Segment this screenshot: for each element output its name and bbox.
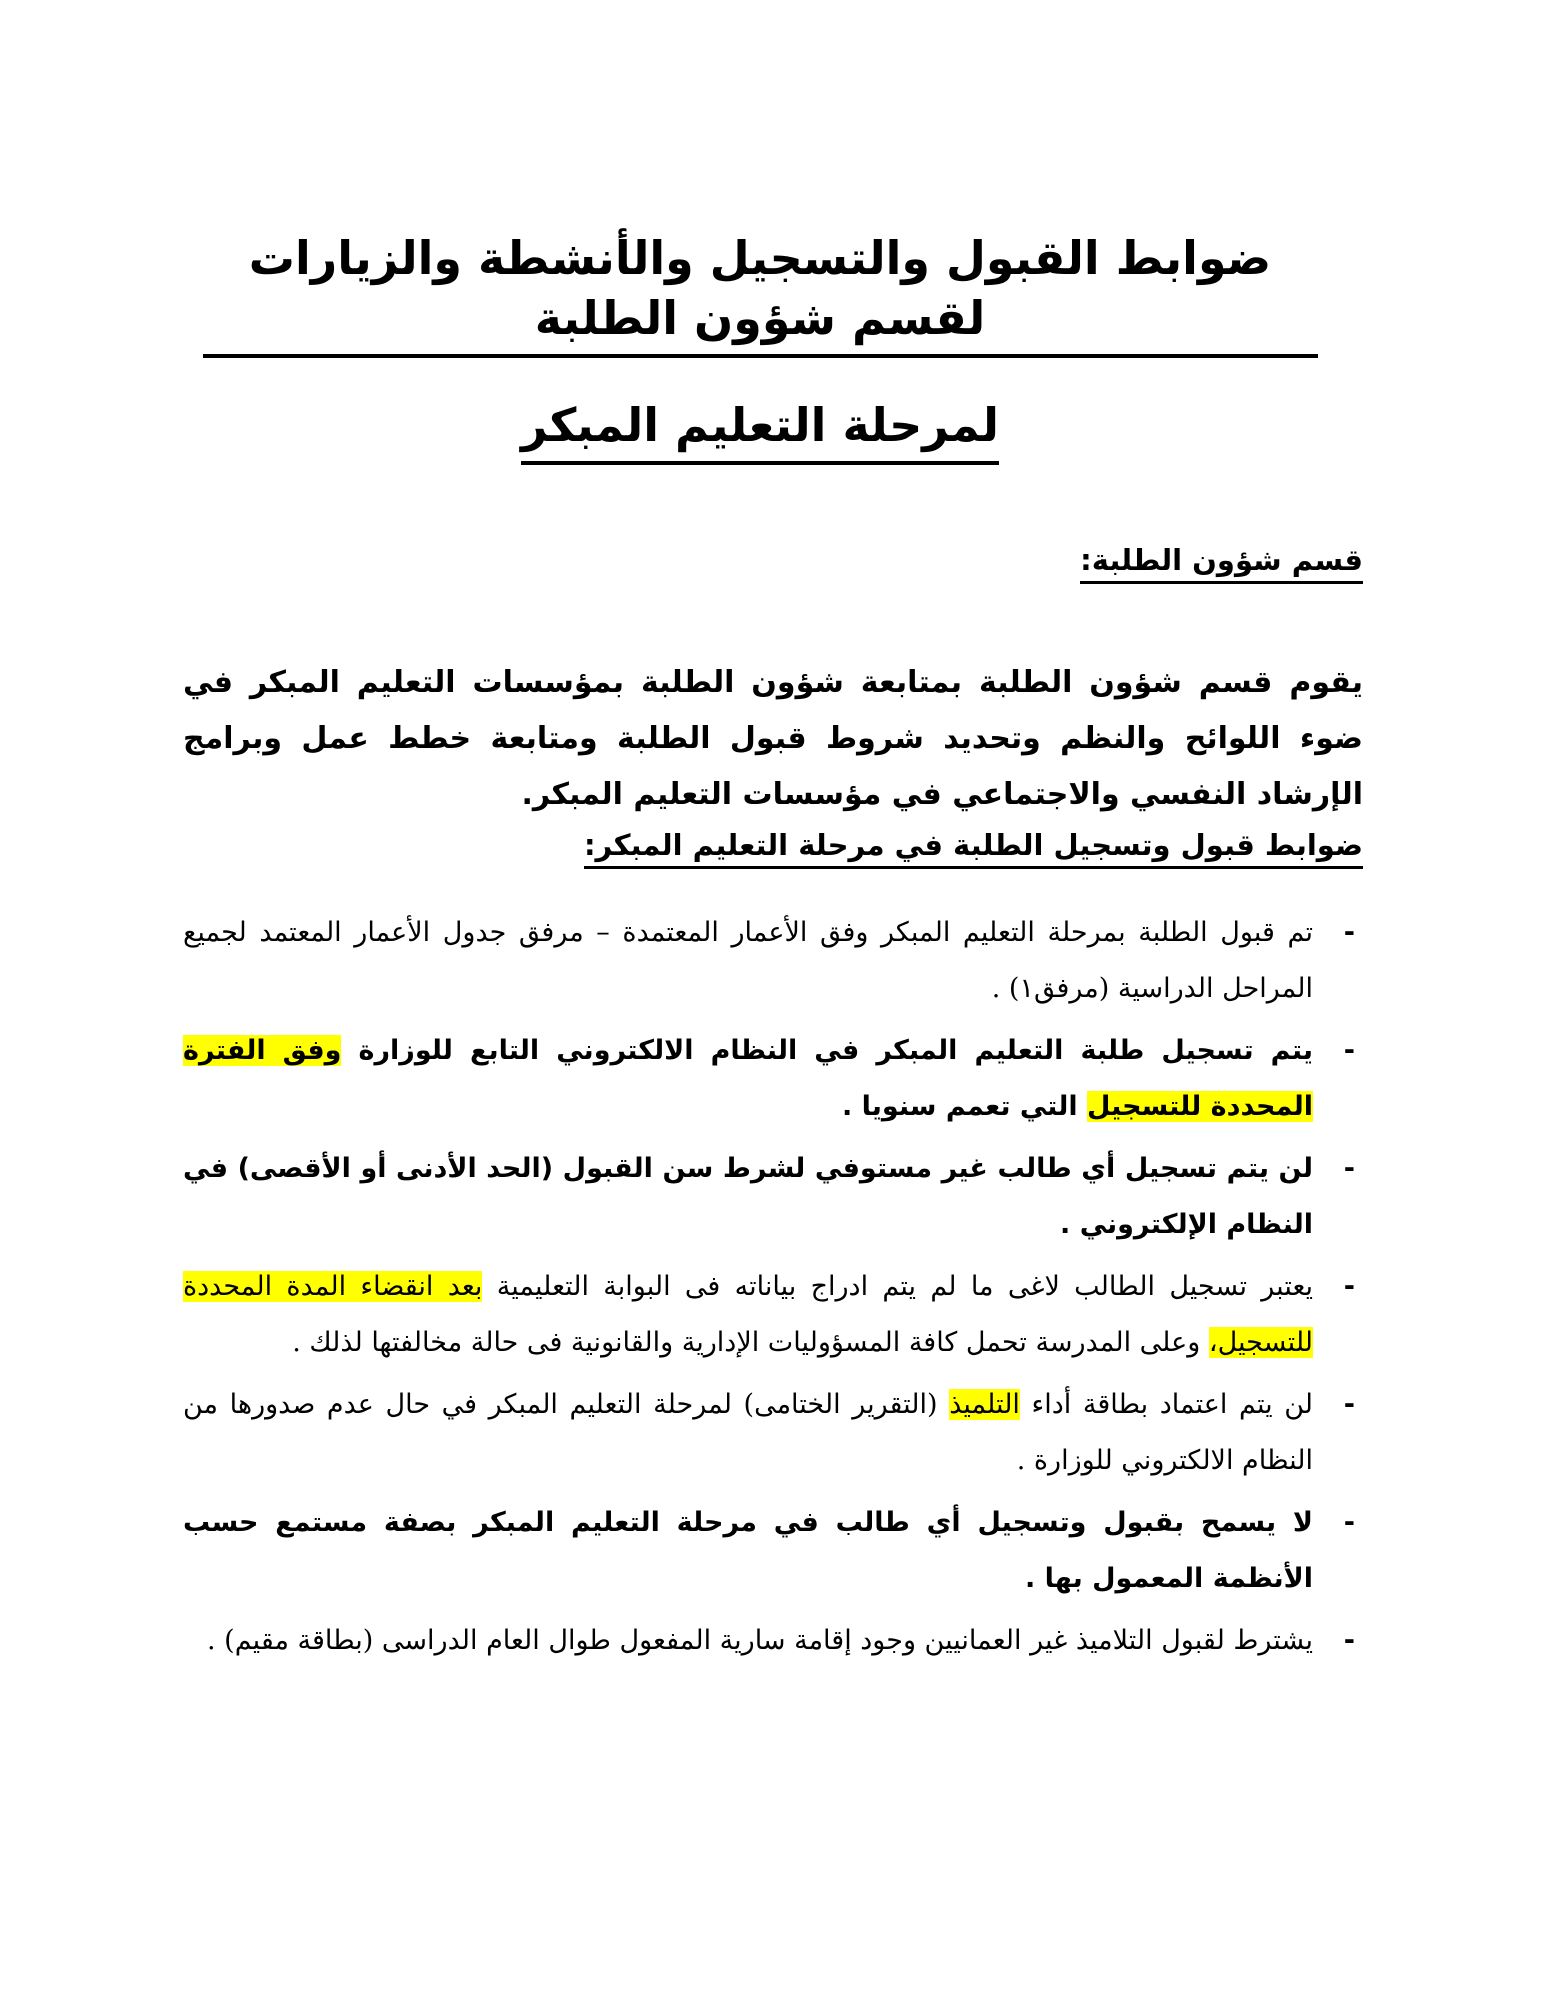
document-title-line-2: [190, 395, 1330, 465]
rule-item-3: [183, 1141, 1363, 1253]
bullet-dash-icon: -: [1343, 1035, 1355, 1066]
bullet-dash-icon: -: [1343, 1507, 1355, 1538]
bullet-dash-icon: -: [1343, 1625, 1355, 1656]
rule-text-continued: وعلى المدرسة تحمل كافة المسؤوليات الإدارية والقانونية فى حالة مخالفتها لذلك .: [292, 1327, 1209, 1358]
rule-item-7: [183, 1613, 1363, 1669]
highlighted-text: وفق الفترة المحددة للتسجيل: [183, 1035, 1313, 1122]
rule-text-continued: (التقرير الختامى) لمرحلة التعليم المبكر في حال عدم صدورها من النظام الالكتروني للوزارة .: [183, 1389, 1313, 1476]
bullet-dash-icon: -: [1343, 917, 1355, 948]
section-heading-admission-rules: [584, 825, 1363, 865]
document-title-line-1: [190, 228, 1330, 358]
rule-text: يتم تسجيل طلبة التعليم المبكر في النظام الالكتروني التابع للوزارة: [341, 1035, 1313, 1066]
admission-rules-list: [183, 905, 1363, 1675]
bullet-dash-icon: -: [1343, 1271, 1355, 1302]
bullet-dash-icon: -: [1343, 1389, 1355, 1420]
rule-text: يشترط لقبول التلاميذ غير العمانيين وجود إقامة سارية المفعول طوال العام الدراسى (بطاقة مقيم) .: [207, 1625, 1313, 1656]
rule-item-1: [183, 905, 1363, 1017]
rule-item-6: [183, 1495, 1363, 1607]
rule-text: لن يتم اعتماد بطاقة أداء: [1019, 1389, 1314, 1420]
rule-text: تم قبول الطلبة بمرحلة التعليم المبكر وفق الأعمار المعتمدة – مرفق جدول الأعمار المعتمد لجميع المراحل الدراسية (مرفق١) .: [183, 917, 1313, 1004]
rule-text: يعتبر تسجيل الطالب لاغى ما لم يتم ادراج بياناته فى البوابة التعليمية: [482, 1271, 1314, 1302]
rule-text: لن يتم تسجيل أي طالب غير مستوفي لشرط سن القبول (الحد الأدنى أو الأقصى) في النظام الإلكتروني .: [183, 1153, 1313, 1240]
section-heading-text: ضوابط قبول وتسجيل الطلبة في مرحلة التعليم المبكر:: [584, 828, 1363, 869]
bullet-dash-icon: -: [1343, 1153, 1355, 1184]
highlighted-text: التلميذ: [949, 1389, 1020, 1420]
rule-item-4: [183, 1259, 1363, 1371]
highlighted-text: بعد انقضاء المدة المحددة للتسجيل،: [183, 1271, 1313, 1358]
rule-text-continued: التي تعمم سنويا .: [841, 1091, 1088, 1122]
title-text-1: ضوابط القبول والتسجيل والأنشطة والزيارات لقسم شؤون الطلبة: [203, 228, 1318, 358]
section-heading-text: قسم شؤون الطلبة:: [1080, 543, 1363, 584]
section-heading-student-affairs: [1080, 540, 1363, 580]
rule-text: لا يسمح بقبول وتسجيل أي طالب في مرحلة التعليم المبكر بصفة مستمع حسب الأنظمة المعمول بها .: [183, 1507, 1313, 1594]
section-intro-paragraph: يقوم قسم شؤون الطلبة بمتابعة شؤون الطلبة بمؤسسات التعليم المبكر في ضوء اللوائح والنظم وتحديد شروط قبول الطلبة ومتابعة خطط عمل وبرامج الإرشاد النفسي والاجتماعي في مؤسسات التعليم المبكر.: [183, 665, 1363, 812]
title-text-2: لمرحلة التعليم المبكر: [521, 395, 999, 465]
rule-item-5: [183, 1377, 1363, 1489]
rule-item-2: [183, 1023, 1363, 1135]
